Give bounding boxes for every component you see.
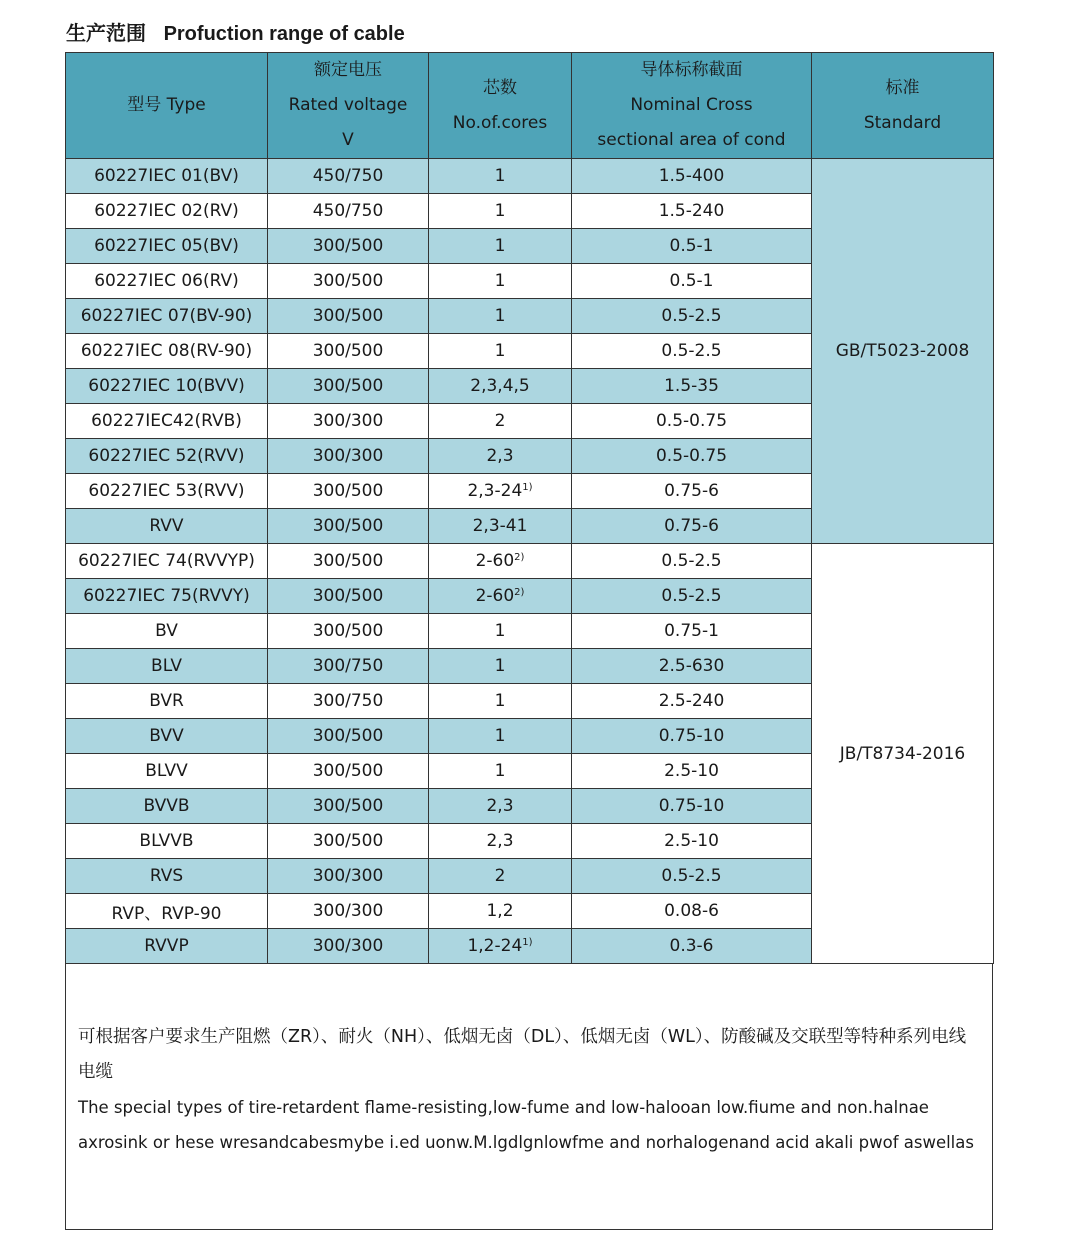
cell-area: 0.5-1 (572, 229, 812, 264)
cell-type: 60227IEC 02(RV) (66, 194, 268, 229)
cell-voltage: 300/300 (268, 439, 429, 474)
cable-spec-table (65, 52, 994, 964)
table-body (66, 159, 994, 964)
cell-cores: 1 (429, 264, 572, 299)
cell-type: 60227IEC 53(RVV) (66, 474, 268, 509)
header-standard: 标准 Standard (812, 53, 994, 159)
cell-type: 60227IEC 75(RVVY) (66, 579, 268, 614)
cell-voltage: 300/500 (268, 614, 429, 649)
cell-voltage: 300/500 (268, 369, 429, 404)
cell-type: 60227IEC 74(RVVYP) (66, 544, 268, 579)
cell-type: 60227IEC 10(BVV) (66, 369, 268, 404)
cell-voltage: 450/750 (268, 159, 429, 194)
cell-type: BLVVB (66, 824, 268, 859)
cell-type: 60227IEC 01(BV) (66, 159, 268, 194)
cell-voltage: 300/500 (268, 754, 429, 789)
cell-cores: 1 (429, 194, 572, 229)
cell-type: BLVV (66, 754, 268, 789)
cell-standard: JB/T8734-2016 (812, 544, 994, 964)
cell-cores: 1,2-24$^{1)}$ (429, 929, 572, 964)
cell-cores: 2,3,4,5 (429, 369, 572, 404)
cell-voltage: 300/300 (268, 894, 429, 929)
cell-area: 0.5-2.5 (572, 299, 812, 334)
cell-area: 2.5-10 (572, 824, 812, 859)
cell-type: 60227IEC 06(RV) (66, 264, 268, 299)
cell-area: 0.75-1 (572, 614, 812, 649)
cell-type: BV (66, 614, 268, 649)
cell-area: 1.5-400 (572, 159, 812, 194)
cell-type: BLV (66, 649, 268, 684)
cell-cores: 2,3-24$^{1)}$ (429, 474, 572, 509)
header-area: 导体标称截面 Nominal Cross sectional area of cond (572, 53, 812, 159)
header-cores: 芯数 No.of.cores (429, 53, 572, 159)
table-row (66, 544, 994, 579)
cell-type: RVP、RVP-90 (66, 894, 268, 929)
cell-voltage: 450/750 (268, 194, 429, 229)
cell-area: 1.5-240 (572, 194, 812, 229)
cell-area: 2.5-630 (572, 649, 812, 684)
cell-cores: 2,3 (429, 789, 572, 824)
cell-cores: 1,2 (429, 894, 572, 929)
cell-area: 0.75-6 (572, 509, 812, 544)
cell-cores: 1 (429, 754, 572, 789)
note-block (78, 1020, 983, 1160)
header-voltage: 额定电压 Rated voltage V (268, 53, 429, 159)
cell-voltage: 300/500 (268, 824, 429, 859)
cell-type: BVR (66, 684, 268, 719)
cell-voltage: 300/300 (268, 404, 429, 439)
cell-cores: 1 (429, 334, 572, 369)
cell-type: RVS (66, 859, 268, 894)
cell-area: 0.75-10 (572, 789, 812, 824)
note-cn: 可根据客户要求生产阻燃（ZR）、耐火（NH）、低烟无卤（DL）、低烟无卤（WL）、防酸碱及交联型等特种系列电线电缆 (78, 1027, 967, 1082)
cell-cores: 1 (429, 719, 572, 754)
cell-voltage: 300/500 (268, 334, 429, 369)
cell-cores: 1 (429, 614, 572, 649)
page-title-cn: 生产范围 (66, 21, 146, 45)
cell-cores: 1 (429, 299, 572, 334)
table-row (66, 159, 994, 194)
cell-voltage: 300/500 (268, 544, 429, 579)
cell-cores: 2-60$^{2)}$ (429, 579, 572, 614)
cell-cores: 2,3-41 (429, 509, 572, 544)
note-en: The special types of tire-retardent flame-resisting,low-fume and low-halooan low.fiume and non.halnae axrosink or hese wresandcabesmybe i.ed uonw.M.lgdlgnlowfme and norhalogenand acid akali pwof aswellas (78, 1098, 974, 1152)
cell-voltage: 300/300 (268, 859, 429, 894)
cell-cores: 1 (429, 684, 572, 719)
cell-area: 0.75-10 (572, 719, 812, 754)
cell-type: BVV (66, 719, 268, 754)
cell-cores: 2 (429, 859, 572, 894)
cell-cores: 2 (429, 404, 572, 439)
header-type: 型号 Type (66, 53, 268, 159)
cell-voltage: 300/300 (268, 929, 429, 964)
cell-type: RVV (66, 509, 268, 544)
cell-cores: 2-60$^{2)}$ (429, 544, 572, 579)
cell-voltage: 300/500 (268, 299, 429, 334)
cell-cores: 1 (429, 159, 572, 194)
table-header-row (66, 53, 994, 159)
cell-area: 0.75-6 (572, 474, 812, 509)
cell-type: RVVP (66, 929, 268, 964)
cell-area: 2.5-10 (572, 754, 812, 789)
footnote-marker: 2) (514, 552, 525, 563)
cell-area: 0.5-2.5 (572, 544, 812, 579)
footnote-marker: 2) (514, 587, 525, 598)
cell-type: 60227IEC 05(BV) (66, 229, 268, 264)
cell-voltage: 300/500 (268, 474, 429, 509)
cell-cores: 2,3 (429, 439, 572, 474)
cell-type: 60227IEC 52(RVV) (66, 439, 268, 474)
cell-type: 60227IEC 07(BV-90) (66, 299, 268, 334)
footnote-marker: 1) (522, 937, 533, 948)
cell-type: BVVB (66, 789, 268, 824)
cell-cores: 1 (429, 649, 572, 684)
cell-voltage: 300/500 (268, 579, 429, 614)
cell-area: 0.3-6 (572, 929, 812, 964)
cell-voltage: 300/500 (268, 229, 429, 264)
cell-cores: 1 (429, 229, 572, 264)
cell-area: 0.5-2.5 (572, 579, 812, 614)
cell-voltage: 300/500 (268, 719, 429, 754)
cell-area: 0.08-6 (572, 894, 812, 929)
cell-area: 0.5-0.75 (572, 404, 812, 439)
cell-area: 1.5-35 (572, 369, 812, 404)
footnote-marker: 1) (522, 482, 533, 493)
page-title-en: Profuction range of cable (163, 23, 405, 45)
page-title (66, 18, 405, 48)
cell-area: 0.5-2.5 (572, 334, 812, 369)
cell-type: 60227IEC 08(RV-90) (66, 334, 268, 369)
cell-cores: 2,3 (429, 824, 572, 859)
cell-area: 2.5-240 (572, 684, 812, 719)
cell-standard: GB/T5023-2008 (812, 159, 994, 544)
cell-voltage: 300/750 (268, 649, 429, 684)
cell-area: 0.5-1 (572, 264, 812, 299)
cell-voltage: 300/750 (268, 684, 429, 719)
cell-area: 0.5-2.5 (572, 859, 812, 894)
cell-voltage: 300/500 (268, 789, 429, 824)
cell-area: 0.5-0.75 (572, 439, 812, 474)
cell-voltage: 300/500 (268, 264, 429, 299)
cell-type: 60227IEC42(RVB) (66, 404, 268, 439)
cell-voltage: 300/500 (268, 509, 429, 544)
